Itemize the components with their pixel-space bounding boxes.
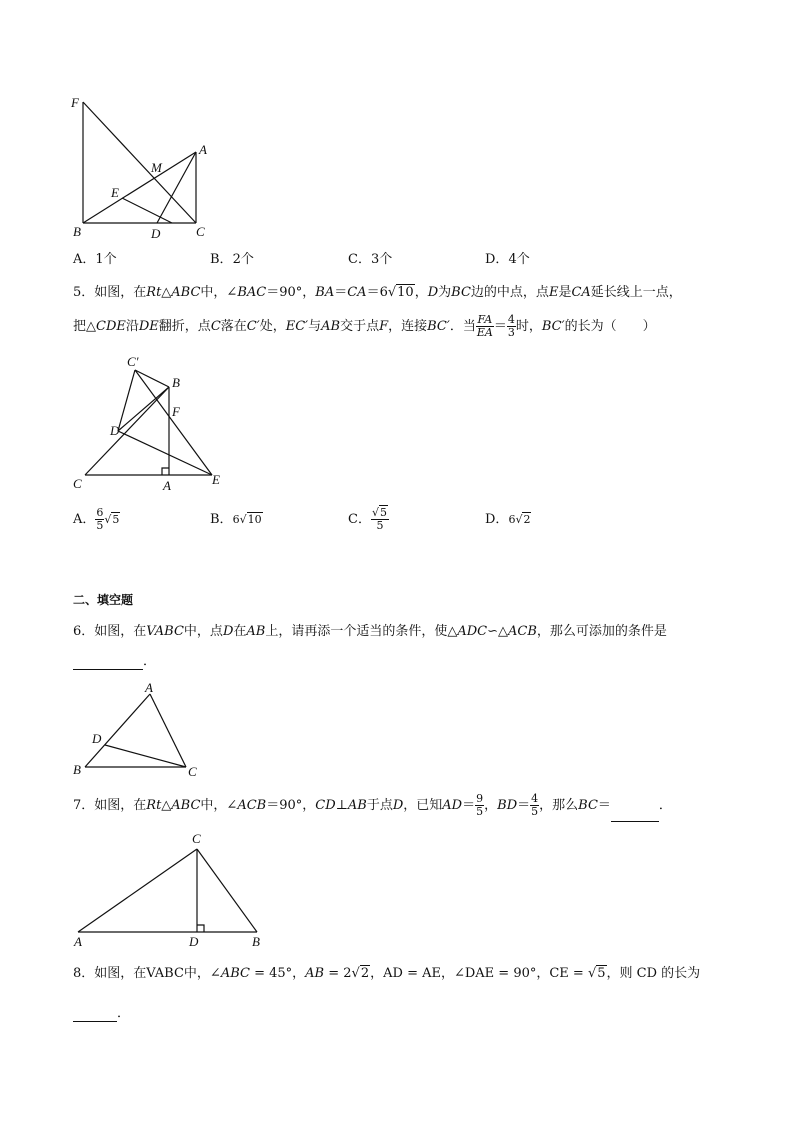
q7-text: ＝ [517, 798, 531, 813]
sqrt-symbol: √ [515, 513, 523, 526]
q8-radicand: 5 [597, 966, 606, 981]
q5-text: ＝90°， [266, 285, 316, 300]
q5-text: ＝ [493, 319, 507, 334]
q5-text: 为 [438, 285, 452, 300]
fig5-label-cprime: C′ [127, 354, 139, 369]
sqrt-symbol: √ [371, 506, 379, 519]
fig6-label-C: C [188, 764, 197, 779]
q8-stem-line2 [73, 1006, 130, 1022]
fig4-label-B: B [73, 224, 81, 239]
q5-text: 是 [558, 285, 572, 300]
q5-point-c: C [210, 319, 221, 334]
frac-num: 4 [531, 792, 539, 805]
q6-text: ∽△ [487, 624, 508, 639]
q7-text: 于点 [366, 798, 393, 813]
fig4-label-D: D [151, 226, 161, 241]
q8-text: ． [117, 1006, 131, 1021]
fig4-label-F: F [71, 95, 79, 110]
q5-text: 交于点 [340, 319, 380, 334]
q5-text: ＝ [334, 285, 348, 300]
fig7-label-A: A [74, 934, 82, 949]
q4-option-b-letter: B． [210, 252, 233, 267]
q5-option-c-fraction [371, 507, 389, 532]
figure-q7 [65, 828, 275, 952]
q5-point-cprime: C′ [246, 319, 260, 334]
option-letter: C． [348, 512, 371, 527]
fig4-label-M: M [151, 160, 162, 175]
q4-option-d-text: 4个 [508, 252, 530, 267]
q5-point-e: E [548, 285, 559, 300]
frac-num: 4 [507, 313, 515, 326]
q5-triangle-cde: CDE [96, 319, 126, 334]
q8-stem-line1 [73, 966, 700, 982]
figure-q6 [65, 678, 210, 782]
q6-text: ． [143, 654, 157, 669]
q7-text: ＝ [597, 798, 611, 813]
q6-seg-ab: AB [246, 624, 266, 639]
q5-seg-bcprime: BC′ [541, 319, 565, 334]
frac-num: FA [477, 313, 493, 326]
q5-value-fraction [507, 314, 516, 339]
q5-option-a [73, 506, 120, 534]
option-letter: D． [485, 512, 509, 527]
q5-ratio-fraction [476, 314, 494, 339]
q5-radicand: 10 [397, 285, 414, 300]
sqrt-symbol: √ [387, 285, 397, 300]
q7-seg-bc: BC [578, 798, 598, 813]
fig5-label-A: A [163, 478, 171, 493]
q5-point-f: F [379, 319, 389, 334]
q4-option-a-letter: A． [73, 252, 96, 267]
q5-point-d: D [427, 285, 439, 300]
q8-text: = 2 [324, 966, 352, 981]
sqrt-symbol: √ [104, 513, 112, 526]
q6-point-d: D [222, 624, 234, 639]
q4-option-b [210, 252, 254, 268]
option-letter: B． [210, 512, 233, 527]
frac-num: 9 [476, 792, 484, 805]
q7-stem [73, 790, 672, 822]
frac-den: 5 [96, 519, 104, 532]
q7-rt-triangle: Rt△ABC [146, 798, 201, 813]
q8-text: = 45°， [249, 966, 306, 981]
frac-num: 6 [96, 506, 104, 519]
fig5-label-C: C [73, 476, 82, 491]
q4-option-a [73, 252, 117, 268]
fig5-label-B: B [172, 375, 180, 390]
q4-option-c-text: 3个 [370, 252, 393, 267]
q5-seg-ca: CA [571, 285, 591, 300]
fig4-label-A: A [199, 142, 207, 157]
q7-point-d: D [392, 798, 404, 813]
q5-text: ， [414, 285, 428, 300]
q7-text: ，已知 [403, 798, 443, 813]
q5-angle-bac: BAC [237, 285, 267, 300]
q7-text: ． [658, 798, 672, 813]
fig6-label-A: A [145, 680, 153, 695]
q7-text: 中，∠ [200, 798, 238, 813]
q4-option-a-text: 1个 [95, 252, 117, 267]
q5-seg-de: DE [138, 319, 159, 334]
q5-stem-line1 [73, 285, 682, 301]
q8-text: 8．如图，在VABC中，∠ [73, 966, 221, 981]
q7-seg-bd: BD [497, 798, 518, 813]
q7-text: ， [484, 798, 498, 813]
q5-seg-ca: CA [347, 285, 367, 300]
q8-radicand: 2 [360, 966, 370, 981]
q5-text: ．当 [449, 319, 476, 334]
frac-den: 3 [507, 326, 515, 339]
q6-answer-blank[interactable] [73, 657, 143, 670]
q5-option-c [348, 506, 389, 534]
figure-q5 [65, 350, 240, 495]
sqrt-symbol: √ [587, 966, 597, 981]
q5-option-b-coef: 6 [232, 513, 240, 526]
q5-seg-bcprime: BC′ [427, 319, 450, 334]
q5-text: 处， [259, 319, 286, 334]
q5-option-b [210, 512, 263, 528]
q7-text: ＝ [462, 798, 476, 813]
q8-text: ，AD = AE，∠DAE = 90°，CE = [370, 966, 588, 981]
q4-option-d-letter: D． [485, 252, 509, 267]
q6-triangle-acb: ACB [508, 624, 537, 639]
q5-text: 翻折，点 [158, 319, 211, 334]
q5-text: 把△ [73, 319, 96, 334]
q7-seg-ad: AD [442, 798, 463, 813]
figure-q4 [65, 90, 225, 250]
q8-angle-abc: ABC [220, 966, 250, 981]
q5-option-b-radicand: 10 [247, 513, 262, 526]
q5-text: 中，∠ [200, 285, 238, 300]
q7-answer-blank[interactable] [611, 809, 659, 822]
q7-text: ＝90°， [266, 798, 316, 813]
q4-option-c [348, 252, 392, 268]
q4-option-d [485, 252, 530, 268]
q7-text: ，那么 [539, 798, 579, 813]
option-letter: A． [73, 512, 96, 527]
q7-text: 7．如图，在 [73, 798, 147, 813]
q5-seg-ab: AB [321, 319, 341, 334]
q5-text: 落在 [220, 319, 247, 334]
q5-text: ，连接 [388, 319, 428, 334]
q4-option-c-letter: C． [348, 252, 371, 267]
q6-text: 在 [233, 624, 247, 639]
q7-text: ⊥ [335, 798, 348, 813]
fig6-label-D: D [92, 731, 102, 746]
q7-seg-cd: CD [315, 798, 336, 813]
fig4-label-C: C [196, 224, 205, 239]
q8-seg-ab: AB [305, 966, 325, 981]
q5-text: 延长线上一点， [590, 285, 682, 300]
q8-answer-blank[interactable] [73, 1009, 117, 1022]
q5-seg-bc: BC [451, 285, 471, 300]
q5-text: 边的中点，点 [470, 285, 549, 300]
sqrt-symbol: √ [239, 513, 247, 526]
sqrt-symbol: √ [351, 966, 360, 981]
q6-triangle-abc: VABC [146, 624, 184, 639]
fig6-label-B: B [73, 762, 81, 777]
frac-den: 5 [376, 519, 384, 532]
q8-text: ，则 CD 的长为 [606, 966, 701, 981]
q5-option-c-radicand: 5 [379, 506, 387, 519]
fig7-label-C: C [192, 831, 201, 846]
q6-text: 6．如图，在 [73, 624, 147, 639]
fig7-label-B: B [252, 934, 260, 949]
q5-text: 的长为（ ） [564, 319, 656, 334]
q5-stem-line2 [73, 312, 656, 342]
q5-option-a-radicand: 5 [112, 513, 120, 526]
q7-angle-acb: ACB [237, 798, 267, 813]
fig5-label-D: D [110, 423, 120, 438]
q6-text: 上，请再添一个适当的条件，使△ [265, 624, 458, 639]
section-heading: 二、填空题 [73, 593, 134, 607]
q5-text: ＝6 [366, 285, 388, 300]
fig5-label-F: F [172, 404, 180, 419]
frac-den: 5 [531, 805, 539, 818]
q6-stem-line2 [73, 654, 156, 670]
q5-option-d-coef: 6 [508, 513, 516, 526]
q5-seg-ba: BA [315, 285, 335, 300]
q5-text: 与 [308, 319, 322, 334]
q5-text: 沿 [125, 319, 139, 334]
q5-rt-triangle: Rt△ABC [146, 285, 201, 300]
fig5-label-E: E [212, 472, 220, 487]
frac-den: 5 [476, 805, 484, 818]
q5-seg-ecprime: EC′ [285, 319, 309, 334]
fig4-label-E: E [111, 185, 119, 200]
q6-text: 中，点 [183, 624, 223, 639]
q5-text: 5．如图，在 [73, 285, 147, 300]
q5-option-d [485, 512, 531, 528]
q4-option-b-text: 2个 [232, 252, 254, 267]
q7-bd-fraction [530, 793, 539, 818]
q7-seg-ab: AB [347, 798, 367, 813]
q6-text: ，那么可添加的条件是 [536, 624, 667, 639]
q7-ad-fraction [475, 793, 484, 818]
q6-stem-line1 [73, 624, 667, 640]
fig7-label-D: D [189, 934, 199, 949]
q5-option-d-radicand: 2 [523, 513, 531, 526]
frac-den: EA [476, 326, 493, 339]
q6-triangle-adc: ADC [457, 624, 488, 639]
q5-text: 时， [515, 319, 542, 334]
